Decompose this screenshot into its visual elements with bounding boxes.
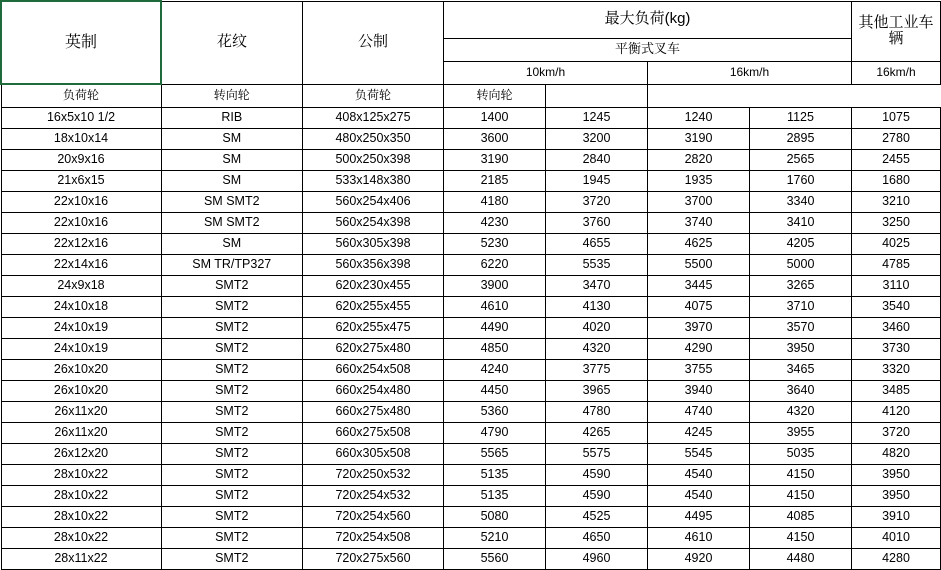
cell-other: 3950	[852, 465, 941, 486]
cell-load-16: 5500	[648, 255, 750, 276]
cell-steer-10: 2840	[546, 150, 648, 171]
cell-other: 3250	[852, 213, 941, 234]
cell-load-16: 4740	[648, 402, 750, 423]
cell-steer-16: 3570	[750, 318, 852, 339]
cell-steer-10: 1245	[546, 108, 648, 129]
cell-load-10: 5560	[444, 549, 546, 570]
cell-other: 3910	[852, 507, 941, 528]
cell-load-16: 4075	[648, 297, 750, 318]
header-other-blank	[546, 84, 648, 108]
cell-load-10: 2185	[444, 171, 546, 192]
cell-pattern: SMT2	[161, 402, 303, 423]
cell-metric: 660x305x508	[303, 444, 444, 465]
cell-load-10: 5135	[444, 465, 546, 486]
cell-load-16: 3970	[648, 318, 750, 339]
cell-load-16: 4540	[648, 486, 750, 507]
cell-load-10: 4790	[444, 423, 546, 444]
cell-metric: 500x250x398	[303, 150, 444, 171]
cell-metric: 720x254x508	[303, 528, 444, 549]
cell-pattern: SM	[161, 171, 303, 192]
cell-other: 2455	[852, 150, 941, 171]
cell-pattern: SM	[161, 234, 303, 255]
cell-steer-10: 4960	[546, 549, 648, 570]
header-other-industrial: 其他工业车辆	[852, 1, 941, 61]
table-row	[1, 150, 941, 171]
cell-pattern: SMT2	[161, 465, 303, 486]
cell-steer-16: 5000	[750, 255, 852, 276]
cell-metric: 660x275x508	[303, 423, 444, 444]
cell-steer-10: 4650	[546, 528, 648, 549]
cell-load-16: 2820	[648, 150, 750, 171]
cell-pattern: SM	[161, 129, 303, 150]
table-row	[1, 108, 941, 129]
cell-load-10: 6220	[444, 255, 546, 276]
cell-metric: 408x125x275	[303, 108, 444, 129]
cell-other: 3720	[852, 423, 941, 444]
table-body	[1, 108, 941, 570]
cell-load-16: 4245	[648, 423, 750, 444]
cell-steer-16: 4150	[750, 486, 852, 507]
cell-other: 3460	[852, 318, 941, 339]
cell-load-10: 4450	[444, 381, 546, 402]
table-header	[1, 1, 941, 108]
cell-imperial: 24x10x18	[1, 297, 161, 318]
cell-imperial: 16x5x10 1/2	[1, 108, 161, 129]
cell-pattern: SMT2	[161, 486, 303, 507]
header-metric: 公制	[303, 1, 444, 84]
cell-pattern: SMT2	[161, 276, 303, 297]
cell-other: 3730	[852, 339, 941, 360]
cell-pattern: SMT2	[161, 297, 303, 318]
cell-other: 4010	[852, 528, 941, 549]
cell-load-16: 4625	[648, 234, 750, 255]
cell-metric: 620x255x455	[303, 297, 444, 318]
cell-metric: 720x254x532	[303, 486, 444, 507]
cell-load-16: 3445	[648, 276, 750, 297]
table-row	[1, 444, 941, 465]
cell-load-10: 5565	[444, 444, 546, 465]
cell-imperial: 28x10x22	[1, 528, 161, 549]
table-row	[1, 213, 941, 234]
cell-pattern: SM	[161, 150, 303, 171]
cell-imperial: 26x11x20	[1, 402, 161, 423]
cell-pattern: RIB	[161, 108, 303, 129]
table-row	[1, 339, 941, 360]
cell-steer-16: 4320	[750, 402, 852, 423]
table-row	[1, 255, 941, 276]
cell-imperial: 28x10x22	[1, 465, 161, 486]
cell-metric: 560x254x398	[303, 213, 444, 234]
cell-other: 3485	[852, 381, 941, 402]
cell-load-10: 4240	[444, 360, 546, 381]
header-speed-16: 16km/h	[648, 61, 852, 84]
cell-load-10: 4610	[444, 297, 546, 318]
header-speed-10: 10km/h	[444, 61, 648, 84]
cell-load-16: 1240	[648, 108, 750, 129]
cell-steer-10: 4525	[546, 507, 648, 528]
cell-pattern: SMT2	[161, 444, 303, 465]
cell-imperial: 18x10x14	[1, 129, 161, 150]
cell-load-10: 4180	[444, 192, 546, 213]
table-row	[1, 129, 941, 150]
table-row	[1, 465, 941, 486]
cell-metric: 620x275x480	[303, 339, 444, 360]
header-steer-wheel-16: 转向轮	[444, 84, 546, 108]
cell-other: 4785	[852, 255, 941, 276]
cell-metric: 560x254x406	[303, 192, 444, 213]
cell-load-16: 5545	[648, 444, 750, 465]
cell-other: 3210	[852, 192, 941, 213]
table-row	[1, 528, 941, 549]
table-row	[1, 276, 941, 297]
cell-pattern: SM SMT2	[161, 192, 303, 213]
cell-pattern: SMT2	[161, 318, 303, 339]
cell-load-10: 4850	[444, 339, 546, 360]
cell-other: 1680	[852, 171, 941, 192]
cell-metric: 480x250x350	[303, 129, 444, 150]
cell-other: 4120	[852, 402, 941, 423]
cell-metric: 660x254x508	[303, 360, 444, 381]
cell-steer-10: 4130	[546, 297, 648, 318]
header-row-1	[1, 1, 941, 38]
cell-load-16: 3755	[648, 360, 750, 381]
cell-other: 3110	[852, 276, 941, 297]
cell-imperial: 22x14x16	[1, 255, 161, 276]
cell-load-16: 4920	[648, 549, 750, 570]
cell-steer-16: 4085	[750, 507, 852, 528]
cell-load-10: 4230	[444, 213, 546, 234]
table-row	[1, 234, 941, 255]
cell-steer-16: 3265	[750, 276, 852, 297]
cell-steer-10: 5535	[546, 255, 648, 276]
cell-load-16: 3190	[648, 129, 750, 150]
cell-steer-10: 5575	[546, 444, 648, 465]
cell-steer-16: 3640	[750, 381, 852, 402]
cell-metric: 720x275x560	[303, 549, 444, 570]
cell-load-10: 5080	[444, 507, 546, 528]
cell-steer-16: 1125	[750, 108, 852, 129]
cell-steer-10: 4590	[546, 465, 648, 486]
cell-steer-16: 1760	[750, 171, 852, 192]
table-row	[1, 192, 941, 213]
cell-steer-10: 3760	[546, 213, 648, 234]
cell-imperial: 22x10x16	[1, 213, 161, 234]
cell-metric: 533x148x380	[303, 171, 444, 192]
table-row	[1, 423, 941, 444]
cell-other: 2780	[852, 129, 941, 150]
cell-load-10: 5230	[444, 234, 546, 255]
cell-load-16: 3700	[648, 192, 750, 213]
cell-metric: 560x356x398	[303, 255, 444, 276]
cell-imperial: 22x12x16	[1, 234, 161, 255]
cell-load-16: 1935	[648, 171, 750, 192]
cell-imperial: 24x9x18	[1, 276, 161, 297]
header-imperial: 英制	[1, 1, 161, 84]
cell-load-10: 4490	[444, 318, 546, 339]
table-row	[1, 381, 941, 402]
cell-other: 3540	[852, 297, 941, 318]
table-row	[1, 297, 941, 318]
cell-steer-16: 2565	[750, 150, 852, 171]
header-other-speed: 16km/h	[852, 61, 941, 84]
cell-load-10: 3190	[444, 150, 546, 171]
cell-pattern: SM TR/TP327	[161, 255, 303, 276]
cell-imperial: 26x10x20	[1, 381, 161, 402]
cell-pattern: SMT2	[161, 423, 303, 444]
cell-steer-10: 4655	[546, 234, 648, 255]
cell-pattern: SM SMT2	[161, 213, 303, 234]
cell-imperial: 22x10x16	[1, 192, 161, 213]
cell-pattern: SMT2	[161, 528, 303, 549]
cell-imperial: 28x10x22	[1, 507, 161, 528]
table-row	[1, 402, 941, 423]
cell-imperial: 28x10x22	[1, 486, 161, 507]
cell-steer-16: 4480	[750, 549, 852, 570]
header-pattern: 花纹	[161, 1, 303, 84]
cell-pattern: SMT2	[161, 549, 303, 570]
cell-other: 1075	[852, 108, 941, 129]
cell-steer-16: 3465	[750, 360, 852, 381]
cell-load-10: 5360	[444, 402, 546, 423]
cell-pattern: SMT2	[161, 507, 303, 528]
cell-metric: 560x305x398	[303, 234, 444, 255]
cell-load-16: 3740	[648, 213, 750, 234]
cell-load-10: 3600	[444, 129, 546, 150]
cell-steer-16: 3955	[750, 423, 852, 444]
cell-steer-16: 3710	[750, 297, 852, 318]
cell-steer-10: 4590	[546, 486, 648, 507]
cell-imperial: 24x10x19	[1, 339, 161, 360]
cell-other: 4820	[852, 444, 941, 465]
cell-imperial: 21x6x15	[1, 171, 161, 192]
table-row	[1, 318, 941, 339]
cell-steer-10: 3965	[546, 381, 648, 402]
cell-steer-16: 4150	[750, 528, 852, 549]
cell-pattern: SMT2	[161, 381, 303, 402]
cell-imperial: 20x9x16	[1, 150, 161, 171]
cell-steer-10: 4020	[546, 318, 648, 339]
cell-load-10: 3900	[444, 276, 546, 297]
cell-metric: 620x255x475	[303, 318, 444, 339]
cell-load-10: 5135	[444, 486, 546, 507]
header-load-wheel-16: 负荷轮	[303, 84, 444, 108]
cell-steer-10: 4320	[546, 339, 648, 360]
cell-pattern: SMT2	[161, 360, 303, 381]
cell-other: 4280	[852, 549, 941, 570]
cell-load-10: 5210	[444, 528, 546, 549]
cell-metric: 720x254x560	[303, 507, 444, 528]
table-row	[1, 171, 941, 192]
header-balanced-forklift: 平衡式叉车	[444, 38, 852, 61]
cell-steer-16: 4150	[750, 465, 852, 486]
cell-steer-16: 3410	[750, 213, 852, 234]
header-row-4	[1, 84, 941, 108]
cell-metric: 720x250x532	[303, 465, 444, 486]
header-steer-wheel-10: 转向轮	[161, 84, 303, 108]
table-row	[1, 360, 941, 381]
cell-steer-16: 4205	[750, 234, 852, 255]
cell-other: 3320	[852, 360, 941, 381]
cell-other: 4025	[852, 234, 941, 255]
cell-steer-10: 3720	[546, 192, 648, 213]
cell-load-10: 1400	[444, 108, 546, 129]
cell-imperial: 24x10x19	[1, 318, 161, 339]
cell-imperial: 26x11x20	[1, 423, 161, 444]
table-row	[1, 486, 941, 507]
cell-imperial: 26x10x20	[1, 360, 161, 381]
cell-steer-10: 3775	[546, 360, 648, 381]
cell-steer-16: 3950	[750, 339, 852, 360]
cell-load-16: 4290	[648, 339, 750, 360]
cell-other: 3950	[852, 486, 941, 507]
cell-steer-10: 3200	[546, 129, 648, 150]
cell-load-16: 4540	[648, 465, 750, 486]
table-row	[1, 549, 941, 570]
cell-steer-16: 2895	[750, 129, 852, 150]
cell-steer-10: 3470	[546, 276, 648, 297]
header-load-wheel-10: 负荷轮	[1, 84, 161, 108]
cell-steer-16: 3340	[750, 192, 852, 213]
cell-steer-10: 1945	[546, 171, 648, 192]
header-max-load: 最大负荷(kg)	[444, 1, 852, 38]
cell-steer-16: 5035	[750, 444, 852, 465]
cell-load-16: 4610	[648, 528, 750, 549]
cell-imperial: 28x11x22	[1, 549, 161, 570]
cell-load-16: 3940	[648, 381, 750, 402]
cell-metric: 620x230x455	[303, 276, 444, 297]
table-row	[1, 507, 941, 528]
cell-load-16: 4495	[648, 507, 750, 528]
cell-steer-10: 4265	[546, 423, 648, 444]
cell-metric: 660x254x480	[303, 381, 444, 402]
cell-metric: 660x275x480	[303, 402, 444, 423]
cell-imperial: 26x12x20	[1, 444, 161, 465]
cell-steer-10: 4780	[546, 402, 648, 423]
cell-pattern: SMT2	[161, 339, 303, 360]
